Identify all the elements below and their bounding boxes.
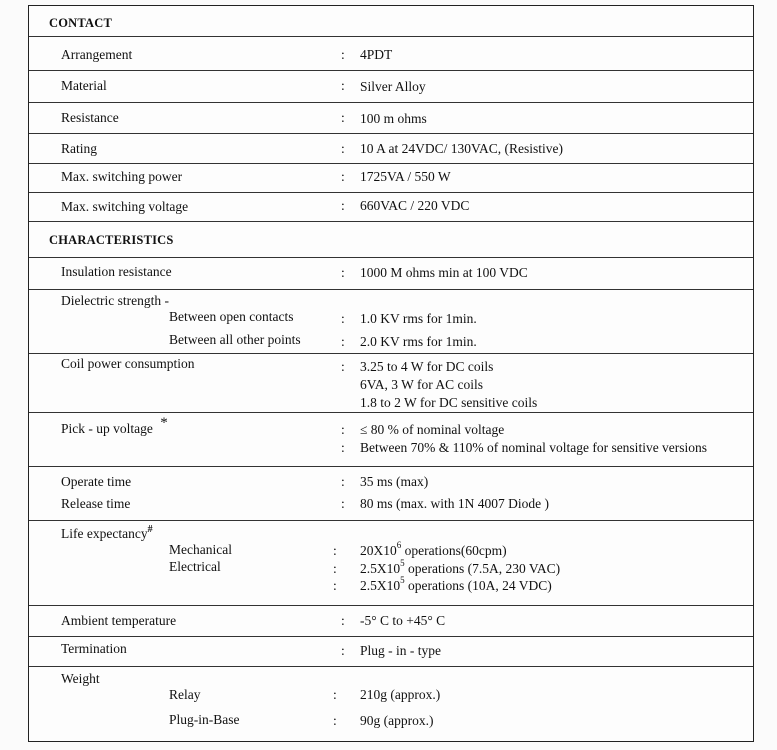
electrical-value-1 (360, 558, 561, 578)
operate-time-label: Operate time (61, 474, 132, 489)
e2-base: 2.5X10 (360, 578, 401, 593)
coil-value-3: 1.8 to 2 W for DC sensitive coils (360, 395, 538, 410)
arrangement-label: Arrangement (61, 47, 133, 62)
e2-rest: operations (10A, 24 VDC) (408, 578, 552, 593)
termination-value: Plug - in - type (360, 643, 441, 658)
divider (29, 36, 753, 37)
divider (29, 102, 753, 103)
divider (29, 412, 753, 413)
insulation-value: 1000 M ohms min at 100 VDC (360, 265, 528, 280)
release-time-value: 80 ms (max. with 1N 4007 Diode ) (360, 496, 549, 511)
e1-rest: operations (7.5A, 230 VAC) (408, 561, 561, 576)
electrical-label: Electrical (169, 559, 221, 574)
max-switching-power-label: Max. switching power (61, 169, 183, 184)
separator: : (341, 311, 345, 326)
rating-value: 10 A at 24VDC/ 130VAC, (Resistive) (360, 141, 564, 156)
separator: : (341, 265, 345, 280)
divider (29, 221, 753, 222)
material-label: Material (61, 78, 107, 93)
separator: : (341, 359, 345, 374)
relay-label: Relay (169, 687, 201, 702)
ambient-label: Ambient temperature (61, 613, 177, 628)
ambient-value: -5° C to +45° C (360, 613, 446, 628)
max-switching-power-value: 1725VA / 550 W (360, 169, 451, 184)
separator: : (333, 561, 337, 576)
life-hash: # (147, 524, 153, 535)
separator: : (341, 78, 345, 93)
e1-base: 2.5X10 (360, 561, 401, 576)
separator: : (341, 110, 345, 125)
dielectric-other-label: Between all other points (169, 332, 301, 347)
mech-base: 20X10 (360, 543, 397, 558)
separator: : (341, 613, 345, 628)
mechanical-value (360, 540, 507, 560)
max-switching-voltage-label: Max. switching voltage (61, 199, 189, 214)
rating-label: Rating (61, 141, 97, 156)
resistance-label: Resistance (61, 110, 119, 125)
coil-value-2: 6VA, 3 W for AC coils (360, 377, 484, 392)
divider (29, 133, 753, 134)
life-expectancy-label (61, 526, 153, 544)
contact-heading: CONTACT (49, 16, 112, 30)
pickup-value-1: ≤ 80 % of nominal voltage (360, 422, 505, 437)
separator: : (341, 334, 345, 349)
divider (29, 163, 753, 164)
weight-label: Weight (61, 671, 100, 686)
e1-exp: 5 (400, 558, 405, 568)
separator: : (333, 543, 337, 558)
separator: : (341, 47, 345, 62)
coil-label: Coil power consumption (61, 356, 195, 371)
characteristics-heading: CHARACTERISTICS (49, 233, 174, 247)
separator: : (333, 578, 337, 593)
dielectric-label: Dielectric strength - (61, 293, 169, 308)
dielectric-open-label: Between open contacts (169, 309, 294, 324)
arrangement-value: 4PDT (360, 47, 393, 62)
material-value: Silver Alloy (360, 79, 426, 94)
electrical-value-2 (360, 575, 552, 595)
coil-value-1: 3.25 to 4 W for DC coils (360, 359, 494, 374)
max-switching-voltage-value: 660VAC / 220 VDC (360, 198, 470, 213)
pickup-value-2: Between 70% & 110% of nominal voltage for sensitive versions (360, 440, 708, 455)
pickup-label-text: Pick - up voltage (61, 421, 153, 436)
life-expectancy-text: Life expectancy (61, 526, 148, 541)
release-time-label: Release time (61, 496, 131, 511)
divider (29, 192, 753, 193)
plug-in-base-label: Plug-in-Base (169, 712, 240, 727)
separator: : (341, 496, 345, 511)
separator: : (341, 440, 345, 455)
separator: : (341, 474, 345, 489)
divider (29, 466, 753, 467)
insulation-label: Insulation resistance (61, 264, 172, 279)
divider (29, 353, 753, 354)
pickup-asterisk: * (160, 415, 168, 431)
mech-rest: operations(60cpm) (404, 543, 507, 558)
mechanical-label: Mechanical (169, 542, 232, 557)
termination-label: Termination (61, 641, 127, 656)
separator: : (341, 422, 345, 437)
divider (29, 520, 753, 521)
separator: : (341, 198, 345, 213)
separator: : (341, 141, 345, 156)
divider (29, 70, 753, 71)
separator: : (333, 687, 337, 702)
spec-sheet (28, 5, 754, 742)
operate-time-value: 35 ms (max) (360, 474, 429, 489)
e2-exp: 5 (400, 575, 405, 585)
dielectric-other-value: 2.0 KV rms for 1min. (360, 334, 477, 349)
pickup-label (61, 415, 168, 437)
separator: : (341, 643, 345, 658)
mech-exp: 6 (396, 540, 402, 550)
divider (29, 605, 753, 606)
divider (29, 666, 753, 667)
relay-value: 210g (approx.) (360, 687, 441, 702)
separator: : (341, 169, 345, 184)
plug-in-base-value: 90g (approx.) (360, 713, 434, 728)
divider (29, 636, 753, 637)
separator: : (333, 713, 337, 728)
divider (29, 289, 753, 290)
resistance-value: 100 m ohms (360, 111, 427, 126)
divider (29, 257, 753, 258)
dielectric-open-value: 1.0 KV rms for 1min. (360, 311, 477, 326)
